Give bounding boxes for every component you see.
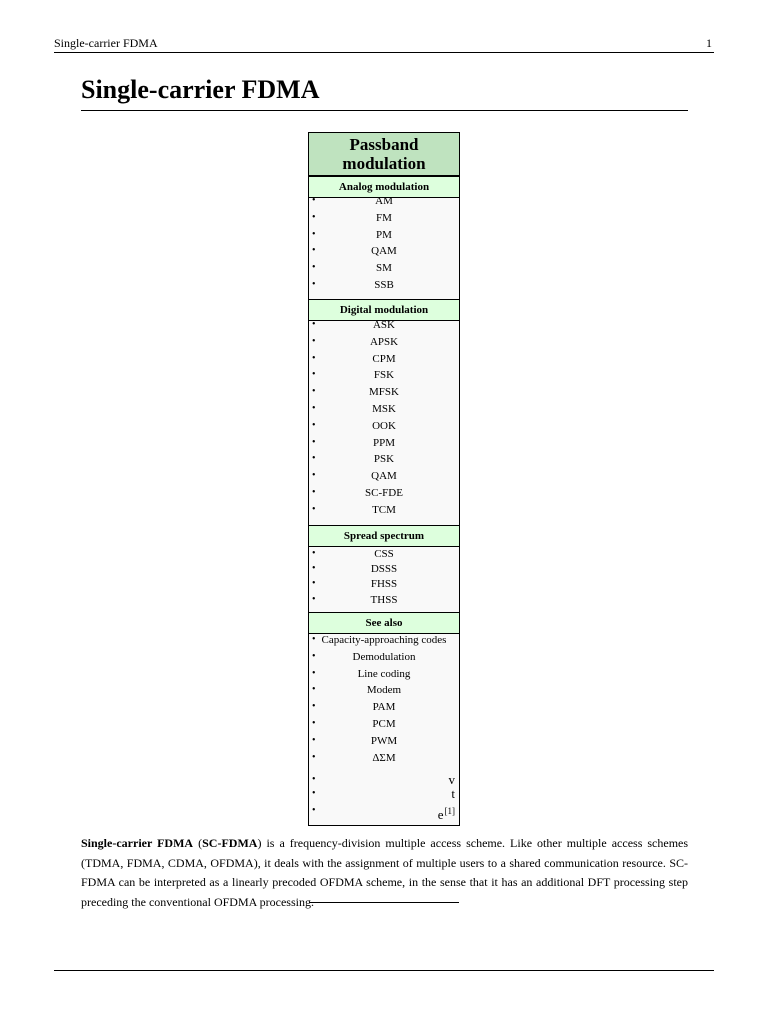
navbox-link-label: Capacity-approaching codes — [321, 634, 447, 646]
navbox-link-label: PSK — [373, 453, 395, 466]
bullet-icon: • — [312, 578, 316, 590]
bullet-icon: • — [312, 369, 316, 381]
navbox-link[interactable] — [309, 418, 459, 434]
navbox-link[interactable] — [309, 317, 459, 333]
navbox-link[interactable] — [309, 682, 459, 698]
bullet-icon: • — [312, 487, 316, 498]
navbox-link-label: Line coding — [357, 667, 411, 680]
navbox-group-header: Spread spectrum — [309, 525, 459, 547]
bullet-icon: • — [312, 319, 316, 330]
navbox-link-label: Modem — [366, 684, 402, 697]
bullet-icon: • — [312, 195, 316, 206]
bullet-icon: • — [312, 788, 316, 799]
navbox-link[interactable] — [309, 384, 459, 400]
navbox-link[interactable] — [309, 485, 459, 501]
navbox-link[interactable] — [309, 227, 459, 243]
navbox-vte-link[interactable] — [309, 803, 459, 822]
navbox-vte-label: v — [448, 772, 455, 787]
navbox-link[interactable] — [309, 351, 459, 367]
navbox-link-label: CSS — [374, 548, 394, 560]
page-number: 1 — [706, 36, 712, 50]
navbox-link[interactable] — [309, 546, 459, 562]
bullet-icon: • — [312, 634, 316, 645]
navbox-link-label: SC-FDE — [365, 487, 403, 499]
navbox-link[interactable] — [309, 649, 459, 665]
intro-open-paren: ( — [193, 836, 203, 850]
navbox-link-label: OOK — [372, 419, 396, 432]
reference-link[interactable]: [1] — [444, 806, 455, 816]
navbox-group-header: Analog modulation — [309, 176, 459, 198]
bullet-icon: • — [312, 684, 316, 696]
page-title: Single-carrier FDMA — [81, 75, 320, 104]
navbox-link[interactable] — [309, 666, 459, 682]
navbox-link-label: MFSK — [369, 386, 399, 399]
intro-abbr: SC-FDMA — [202, 836, 258, 850]
navbox-link[interactable] — [309, 277, 459, 293]
bullet-icon: • — [312, 667, 316, 679]
navbox-link[interactable] — [309, 632, 459, 648]
intro-paragraph — [81, 834, 688, 912]
bullet-icon: • — [312, 701, 316, 713]
bullet-icon: • — [312, 453, 316, 465]
bullet-icon: • — [312, 563, 316, 575]
navbox-link-label: ΔΣM — [372, 751, 396, 764]
bullet-icon: • — [312, 593, 316, 605]
navbox-title: Passband modulation — [309, 133, 459, 176]
navbox-link[interactable] — [309, 502, 459, 518]
navbox-link[interactable] — [309, 193, 459, 209]
navbox-vte-label: e — [437, 807, 444, 822]
bullet-icon: • — [312, 335, 316, 347]
intro-term: Single-carrier FDMA — [81, 836, 194, 850]
bullet-icon: • — [312, 751, 316, 763]
running-header — [54, 35, 714, 53]
navbox-link[interactable] — [309, 435, 459, 451]
navbox-link[interactable] — [309, 367, 459, 383]
navbox-vte-label: t — [451, 786, 455, 801]
title-divider — [81, 110, 688, 111]
navbox-link-label: TCM — [372, 503, 396, 516]
navbox-link[interactable] — [309, 561, 459, 577]
navbox-link[interactable] — [309, 733, 459, 749]
navbox-link-label: PM — [376, 228, 392, 241]
bullet-icon: • — [312, 436, 316, 448]
navbox-link-label: Demodulation — [352, 650, 416, 663]
navbox-passband-modulation — [308, 132, 460, 826]
navbox-link[interactable] — [309, 451, 459, 467]
bullet-icon: • — [312, 403, 316, 414]
navbox-link-label: DSSS — [370, 563, 398, 576]
navbox-link[interactable] — [309, 716, 459, 732]
navbox-link[interactable] — [309, 401, 459, 417]
navbox-link-label: PPM — [372, 436, 396, 449]
navbox-link[interactable] — [309, 699, 459, 715]
bullet-icon: • — [312, 228, 316, 240]
navbox-group-header: See also — [309, 612, 459, 634]
bullet-icon: • — [312, 650, 316, 662]
bullet-icon: • — [312, 718, 316, 729]
bullet-icon: • — [312, 774, 316, 785]
footer-divider — [54, 970, 714, 971]
navbox-link[interactable] — [309, 592, 459, 608]
bullet-icon: • — [312, 211, 316, 223]
navbox-link-label: SSB — [374, 279, 394, 291]
bullet-icon: • — [312, 503, 316, 515]
running-header-title: Single-carrier FDMA — [54, 36, 158, 50]
navbox-link[interactable] — [309, 260, 459, 276]
bullet-icon: • — [312, 352, 316, 364]
navbox-link[interactable] — [309, 243, 459, 259]
navbox-link-label: MSK — [372, 403, 396, 415]
navbox-link-label: FHSS — [370, 578, 398, 591]
navbox-link[interactable] — [309, 750, 459, 766]
navbox-vte-link[interactable] — [309, 786, 459, 802]
bullet-icon: • — [312, 470, 316, 482]
bullet-icon: • — [312, 805, 316, 816]
navbox-link-label: APSK — [369, 335, 399, 348]
bullet-icon: • — [312, 262, 316, 274]
navbox-link-label: QAM — [371, 245, 397, 258]
navbox-link-label: SM — [376, 262, 392, 275]
navbox-link-label: FM — [376, 211, 392, 224]
navbox-link-label: PWM — [370, 734, 398, 747]
navbox-link-label: ASK — [372, 319, 395, 331]
navbox-link-label: PAM — [372, 701, 396, 714]
bullet-icon: • — [312, 548, 316, 559]
navbox-link[interactable] — [309, 334, 459, 350]
navbox-link[interactable] — [309, 576, 459, 592]
navbox-link[interactable] — [309, 210, 459, 226]
navbox-link-label: QAM — [371, 470, 397, 483]
navbox-link-label: PCM — [372, 718, 396, 730]
bullet-icon: • — [312, 419, 316, 431]
navbox-link-label: CPM — [372, 352, 396, 365]
navbox-group-header: Digital modulation — [309, 299, 459, 321]
intro-rest: ) is a frequency-division multiple access scheme. Like other multiple access schemes (TDMA, FDMA, CDMA, OFDMA), it deals with the assignment of multiple users to a shared communication resource. SC-FDMA can be interpreted as a linearly precoded OFDMA scheme, in the sense that it has an additional DFT processing step preceding the conventional OFDMA processing. — [81, 836, 689, 909]
navbox-link[interactable] — [309, 468, 459, 484]
bullet-icon: • — [312, 734, 316, 746]
navbox-link-label: FSK — [373, 369, 395, 382]
bullet-icon: • — [312, 386, 316, 398]
navbox-link-label: AM — [375, 195, 393, 207]
navbox-link-label: THSS — [370, 593, 398, 606]
bullet-icon: • — [312, 245, 316, 257]
bullet-icon: • — [312, 279, 316, 290]
